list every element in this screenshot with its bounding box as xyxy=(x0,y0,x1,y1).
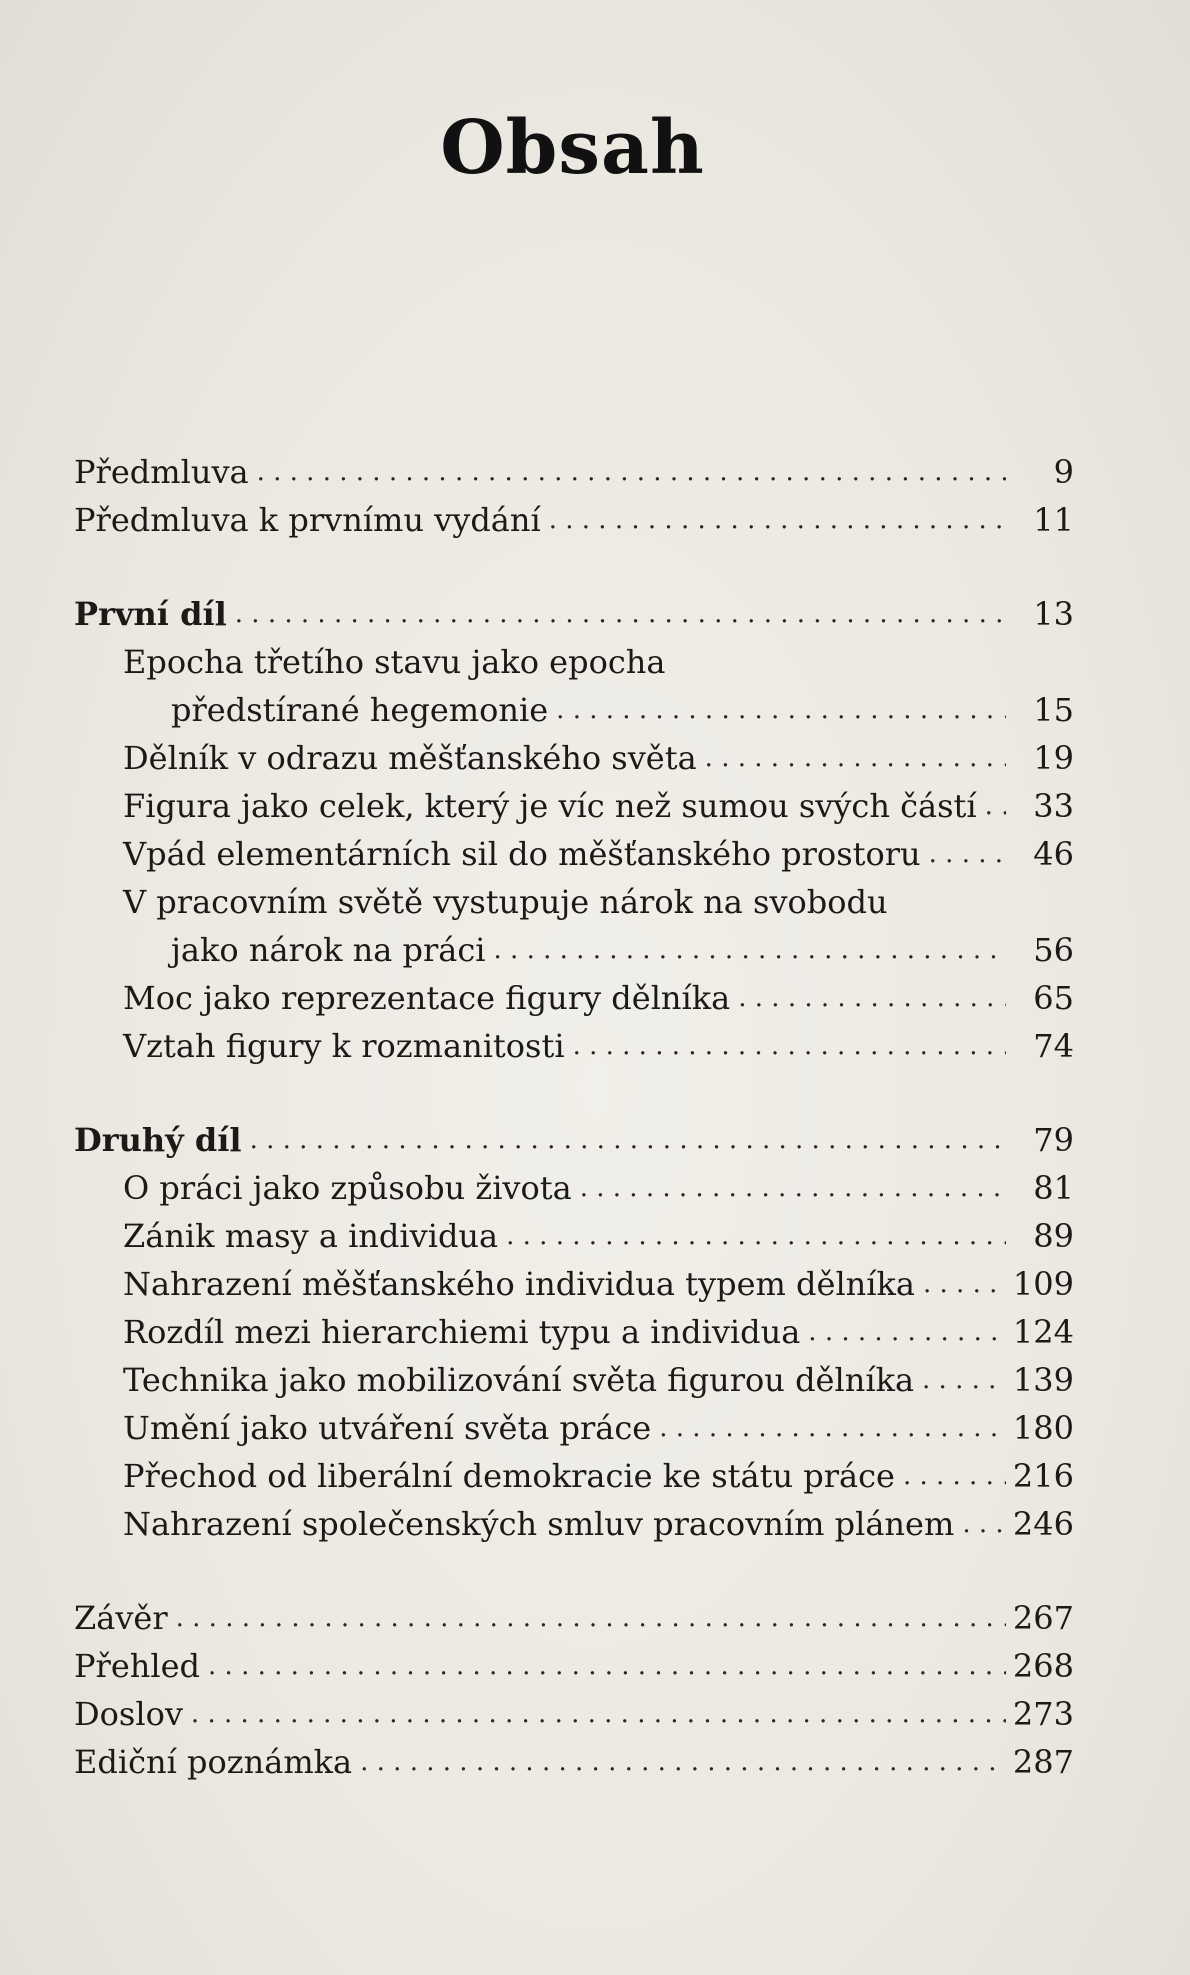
toc-entry-page: 268 xyxy=(1012,1647,1074,1685)
toc-entry-page: 89 xyxy=(1033,1217,1074,1255)
dot-leader xyxy=(360,1738,1006,1786)
table-of-contents xyxy=(74,448,1074,1832)
toc-entry-label: Přechod od liberální demokracie ke státu práce xyxy=(123,1457,895,1495)
toc-entry-page: 46 xyxy=(1033,835,1074,873)
toc-entry-label: Ediční poznámka xyxy=(74,1743,353,1781)
toc-entry xyxy=(74,734,1074,782)
toc-entry-label: Předmluva xyxy=(74,453,249,491)
toc-entry-page: 287 xyxy=(1012,1743,1074,1781)
toc-entry-label: Nahrazení společenských smluv pracovním plánem xyxy=(123,1505,955,1543)
dot-leader xyxy=(808,1308,1006,1356)
dot-leader xyxy=(556,686,1006,734)
toc-entry-page: 65 xyxy=(1033,979,1074,1017)
toc-entry-page: 216 xyxy=(1012,1457,1074,1495)
toc-entry xyxy=(74,1212,1074,1260)
toc-entry-page: 81 xyxy=(1033,1169,1074,1207)
dot-leader xyxy=(962,1500,1006,1548)
toc-entry-page: 9 xyxy=(1053,453,1074,491)
toc-entry-label: Druhý díl xyxy=(74,1121,242,1159)
toc-entry-page: 56 xyxy=(1033,931,1074,969)
toc-entry-label: Dělník v odrazu měšťanského světa xyxy=(123,739,697,777)
toc-entry xyxy=(74,448,1074,496)
toc-entry-label-continued: předstírané hegemonie xyxy=(171,691,549,729)
toc-entry-label: Doslov xyxy=(74,1695,183,1733)
toc-entry-label: Vztah figury k rozmanitosti xyxy=(123,1027,565,1065)
dot-leader xyxy=(929,830,1006,878)
toc-entry xyxy=(74,1642,1074,1690)
toc-entry-page: 74 xyxy=(1033,1027,1074,1065)
toc-entry xyxy=(74,830,1074,878)
toc-entry xyxy=(74,878,1074,974)
dot-leader xyxy=(250,1116,1006,1164)
toc-entry xyxy=(74,1022,1074,1070)
page-title: Obsah xyxy=(440,105,705,191)
toc-entry-label: Přehled xyxy=(74,1647,201,1685)
toc-entry-label: Umění jako utváření světa práce xyxy=(123,1409,652,1447)
toc-entry xyxy=(74,1452,1074,1500)
dot-leader xyxy=(705,734,1006,782)
dot-leader xyxy=(506,1212,1006,1260)
toc-entry xyxy=(74,974,1074,1022)
toc-entry xyxy=(74,1404,1074,1452)
toc-entry-label-continued: jako nárok na práci xyxy=(171,931,486,969)
toc-entry-label: V pracovním světě vystupuje nárok na svobodu xyxy=(123,883,888,921)
toc-group-back-matter xyxy=(74,1594,1074,1786)
toc-entry-page: 11 xyxy=(1033,501,1074,539)
dot-leader xyxy=(573,1022,1006,1070)
toc-entry xyxy=(74,1500,1074,1548)
toc-group-part-two xyxy=(74,1116,1074,1548)
dot-leader xyxy=(257,448,1006,496)
dot-leader xyxy=(191,1690,1006,1738)
dot-leader xyxy=(208,1642,1006,1690)
toc-entry-page: 180 xyxy=(1012,1409,1074,1447)
toc-entry-label: Moc jako reprezentace figury dělníka xyxy=(123,979,731,1017)
dot-leader xyxy=(922,1356,1006,1404)
toc-entry-page: 124 xyxy=(1012,1313,1074,1351)
dot-leader xyxy=(985,782,1006,830)
toc-entry xyxy=(74,1260,1074,1308)
toc-group-part-one xyxy=(74,590,1074,1070)
toc-entry xyxy=(74,1356,1074,1404)
dot-leader xyxy=(494,926,1006,974)
toc-entry xyxy=(74,1164,1074,1212)
toc-part-heading xyxy=(74,590,1074,638)
toc-entry xyxy=(74,496,1074,544)
dot-leader xyxy=(549,496,1006,544)
dot-leader xyxy=(903,1452,1006,1500)
toc-entry xyxy=(74,1738,1074,1786)
toc-entry-page: 15 xyxy=(1033,691,1074,729)
toc-entry-label: Zánik masy a individua xyxy=(123,1217,499,1255)
toc-entry-label: O práci jako způsobu života xyxy=(123,1169,572,1207)
dot-leader xyxy=(580,1164,1006,1212)
toc-entry-page: 246 xyxy=(1012,1505,1074,1543)
dot-leader xyxy=(176,1594,1006,1642)
toc-entry-label: Epocha třetího stavu jako epocha xyxy=(123,643,666,681)
toc-entry-label: Závěr xyxy=(74,1599,168,1637)
toc-entry-page: 19 xyxy=(1033,739,1074,777)
toc-entry-page: 267 xyxy=(1012,1599,1074,1637)
toc-entry-label: Figura jako celek, který je víc než sumou svých částí xyxy=(123,787,977,825)
dot-leader xyxy=(659,1404,1006,1452)
toc-entry-page: 139 xyxy=(1012,1361,1074,1399)
toc-entry-page: 13 xyxy=(1033,595,1074,633)
toc-entry xyxy=(74,1594,1074,1642)
toc-entry-label: Předmluva k prvnímu vydání xyxy=(74,501,541,539)
toc-entry xyxy=(74,1690,1074,1738)
toc-entry-page: 109 xyxy=(1012,1265,1074,1303)
toc-entry xyxy=(74,638,1074,734)
toc-entry-page: 79 xyxy=(1033,1121,1074,1159)
toc-entry-label: První díl xyxy=(74,595,227,633)
toc-part-heading xyxy=(74,1116,1074,1164)
toc-group-front-matter xyxy=(74,448,1074,544)
toc-entry xyxy=(74,1308,1074,1356)
dot-leader xyxy=(923,1260,1006,1308)
dot-leader xyxy=(738,974,1006,1022)
toc-entry xyxy=(74,782,1074,830)
toc-entry-page: 33 xyxy=(1033,787,1074,825)
dot-leader xyxy=(235,590,1006,638)
toc-entry-label: Rozdíl mezi hierarchiemi typu a individua xyxy=(123,1313,801,1351)
toc-entry-label: Vpád elementárních sil do měšťanského prostoru xyxy=(123,835,921,873)
toc-entry-label: Technika jako mobilizování světa figurou dělníka xyxy=(123,1361,915,1399)
toc-entry-label: Nahrazení měšťanského individua typem dělníka xyxy=(123,1265,915,1303)
toc-entry-page: 273 xyxy=(1012,1695,1074,1733)
